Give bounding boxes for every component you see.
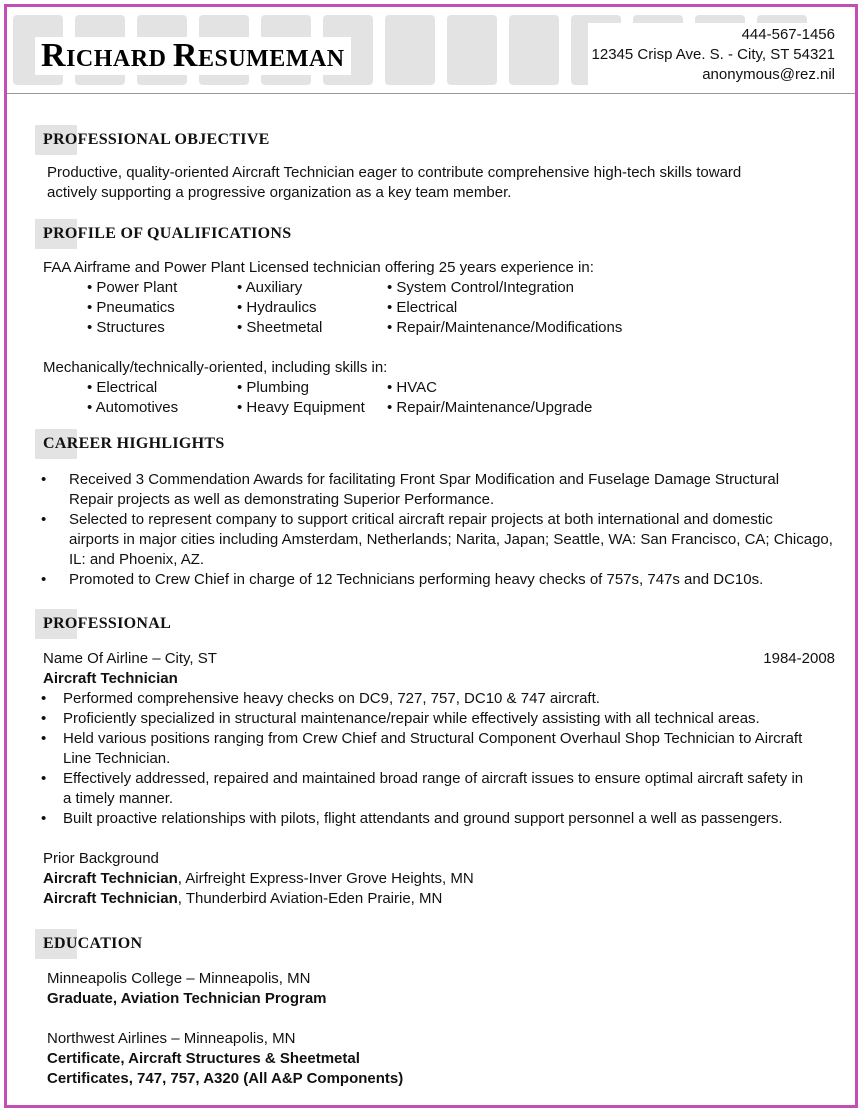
professional-section xyxy=(35,609,835,909)
contact-block xyxy=(588,23,839,87)
list-item: • Effectively addressed, repaired and maintained broad range of aircraft issues to ensure optimal aircraft safety in a timely manner. xyxy=(41,770,804,807)
list-item: • Built proactive relationships with pilots, flight attendants and ground support personnel a well as passengers. xyxy=(41,810,783,827)
skills-list: • Power Plant • Auxiliary • System Control/Integration • Pneumatics • Hydraulics • Electrical • Structures • Sheetmetal • Repair/Maintenance/Modifications xyxy=(87,279,623,336)
list-item: • Proficiently specialized in structural maintenance/repair while effectively assisting with all technical areas. xyxy=(41,710,760,727)
address: 12345 Crisp Ave. S. - City, ST 54321 xyxy=(591,46,835,63)
applicant-name: RICHARD RESUMEMAN xyxy=(35,37,351,75)
phone: 444-567-1456 xyxy=(741,26,835,43)
employment-dates: 1984-2008 xyxy=(763,650,835,667)
list-item: • Held various positions ranging from Crew Chief and Structural Component Overhaul Shop Technician to Aircraft Line Technician. xyxy=(41,730,803,767)
list-item: • Selected to represent company to support critical aircraft repair projects at both international and domestic airports in major cities including Amsterdam, Netherlands; Narita, Japan; Seattle, WA: San Francisco, CA; Chicago, IL: and Phoenix, AZ. xyxy=(41,511,833,568)
education-section xyxy=(35,929,835,1089)
section-heading: PROFILE OF QUALIFICATIONS xyxy=(43,225,292,242)
school: Northwest Airlines – Minneapolis, MN xyxy=(47,1030,296,1047)
school: Minneapolis College – Minneapolis, MN xyxy=(47,970,311,987)
email: anonymous@rez.nil xyxy=(702,66,835,83)
prior-role: Aircraft Technician, Airfreight Express-Inver Grove Heights, MN xyxy=(43,870,474,887)
qualifications-section: PROFILE OF QUALIFICATIONS FAA Airframe and Power Plant Licensed technician offering 25 years experience in: • Power Plant • Auxiliary • System Control/Integration • Pneumatics • Hydraulics • Electrical • Structures • Sheetmetal • Repair/Maintenance/Modifications Mechanically/technically-oriented, including skills in: • Electrical • Plumbing • HVAC • Automotives • Heavy Equipment • Repair/Maintenance/Upgrade xyxy=(35,219,835,418)
degree: Certificate, Aircraft Structures & Sheetmetal xyxy=(47,1050,360,1067)
employer: Name Of Airline – City, ST xyxy=(43,650,217,667)
highlights-section xyxy=(35,429,835,590)
degree: Certificates, 747, 757, A320 (All A&P Components) xyxy=(47,1070,404,1087)
header-band xyxy=(7,7,855,91)
resume-page xyxy=(4,4,858,1108)
degree: Graduate, Aviation Technician Program xyxy=(47,990,327,1007)
section-heading: PROFESSIONAL xyxy=(43,615,172,632)
section-heading: EDUCATION xyxy=(43,935,143,952)
list-item: • Received 3 Commendation Awards for facilitating Front Spar Modification and Fuselage Damage Structural Repair projects as well as demonstrating Superior Performance. xyxy=(41,471,780,508)
job-title: Aircraft Technician xyxy=(43,670,178,687)
skills-list: • Electrical • Plumbing • HVAC • Automotives • Heavy Equipment • Repair/Maintenance/Upgrade xyxy=(87,379,593,416)
prior-role: Aircraft Technician, Thunderbird Aviation-Eden Prairie, MN xyxy=(43,890,443,907)
section-heading: PROFESSIONAL OBJECTIVE xyxy=(43,131,270,148)
list-item: • Promoted to Crew Chief in charge of 12 Technicians performing heavy checks of 757s, 747s and DC10s. xyxy=(41,571,764,588)
list-item: • Performed comprehensive heavy checks on DC9, 727, 757, DC10 & 747 aircraft. xyxy=(41,690,600,707)
header-divider xyxy=(7,93,855,94)
prior-background-label: Prior Background xyxy=(43,850,159,867)
section-heading: CAREER HIGHLIGHTS xyxy=(43,435,225,452)
objective-section: PROFESSIONAL OBJECTIVE Productive, quality-oriented Aircraft Technician eager to contribute comprehensive high-tech skills toward actively supporting a progressive organization as a key team member. xyxy=(35,125,835,203)
